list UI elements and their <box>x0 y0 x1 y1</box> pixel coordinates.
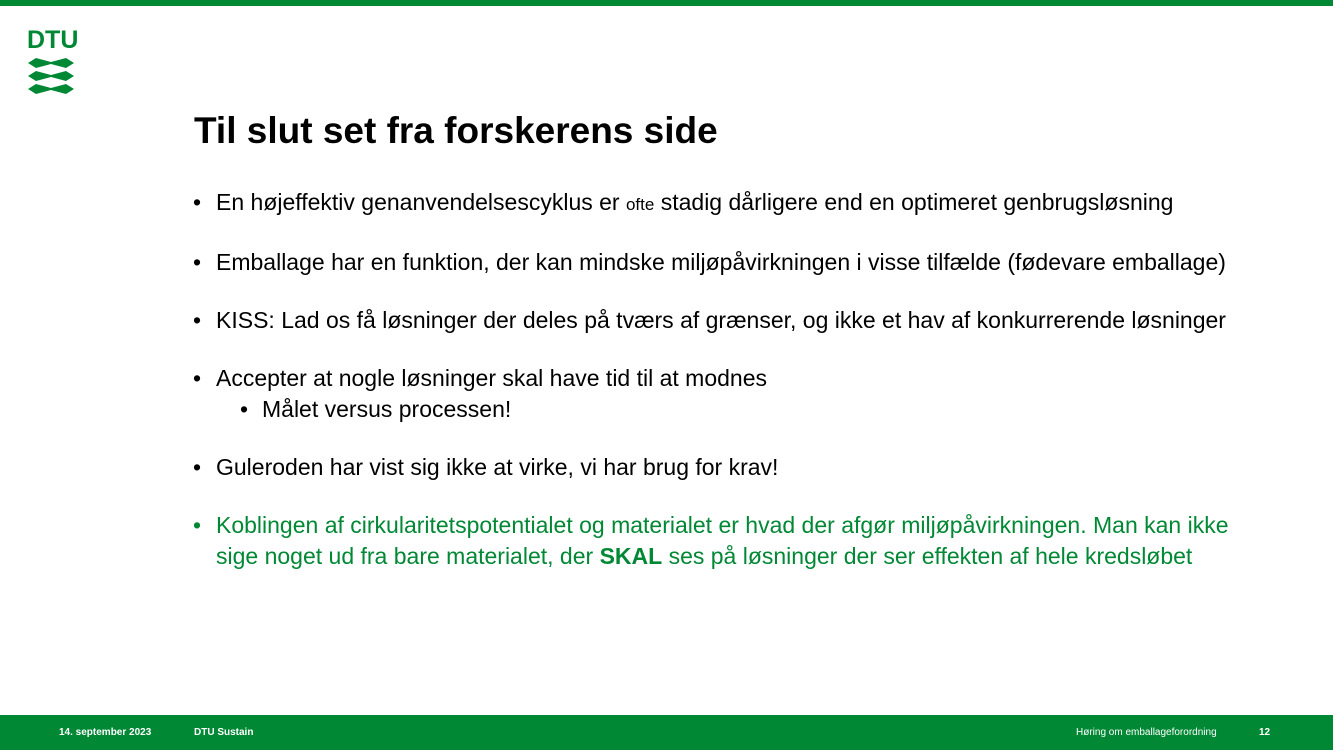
bullet-item <box>193 452 1273 483</box>
bullet-text: KISS: Lad os få løsninger der deles på tværs af grænser, og ikke et hav af konkurrerende løsninger <box>216 307 1226 333</box>
footer-presentation-title: Høring om emballageforordning <box>1076 727 1217 738</box>
bullet-text-small: ofte <box>625 195 655 214</box>
dtu-logo <box>27 26 79 96</box>
bullet-text: Accepter at nogle løsninger skal have tid til at modnes <box>216 365 768 391</box>
top-accent-bar <box>0 0 1333 6</box>
bullet-item <box>193 363 1273 425</box>
highlight-bullet-item <box>193 510 1273 572</box>
bullet-list <box>193 187 1273 599</box>
bullet-item <box>193 247 1273 278</box>
bullet-text: ses på løsninger der ser effekten af hele kredsløbet <box>662 543 1193 569</box>
bullet-emphasis: SKAL <box>599 543 663 569</box>
bullet-text: Emballage har en funktion, der kan mindske miljøpåvirkningen i visse tilfælde (fødevare emballage) <box>216 249 1226 275</box>
bullet-item <box>193 305 1273 336</box>
footer-bar <box>0 715 1333 750</box>
logo-text: DTU <box>27 26 79 54</box>
sub-bullet-text: Målet versus processen! <box>262 396 512 422</box>
bullet-text: stadig dårligere end en optimeret genbrugsløsning <box>654 189 1174 215</box>
bullet-item <box>193 187 1273 220</box>
footer-date: 14. september 2023 <box>59 727 152 738</box>
footer-department: DTU Sustain <box>194 727 254 738</box>
bullet-text: Koblingen af cirkularitetspotentialet og materialet er hvad der afgør miljøpåvirkningen. Man kan ikke sige noget ud fra bare materialet, der <box>216 512 1229 569</box>
slide-title: Til slut set fra forskerens side <box>194 110 718 151</box>
sub-bullet-item <box>240 394 1273 425</box>
bullet-text: Guleroden har vist sig ikke at virke, vi har brug for krav! <box>216 454 779 480</box>
footer-page-number: 12 <box>1259 727 1271 738</box>
dtu-waves-logo-icon <box>27 58 75 94</box>
bullet-text: En højeffektiv genanvendelsescyklus er <box>216 189 626 215</box>
